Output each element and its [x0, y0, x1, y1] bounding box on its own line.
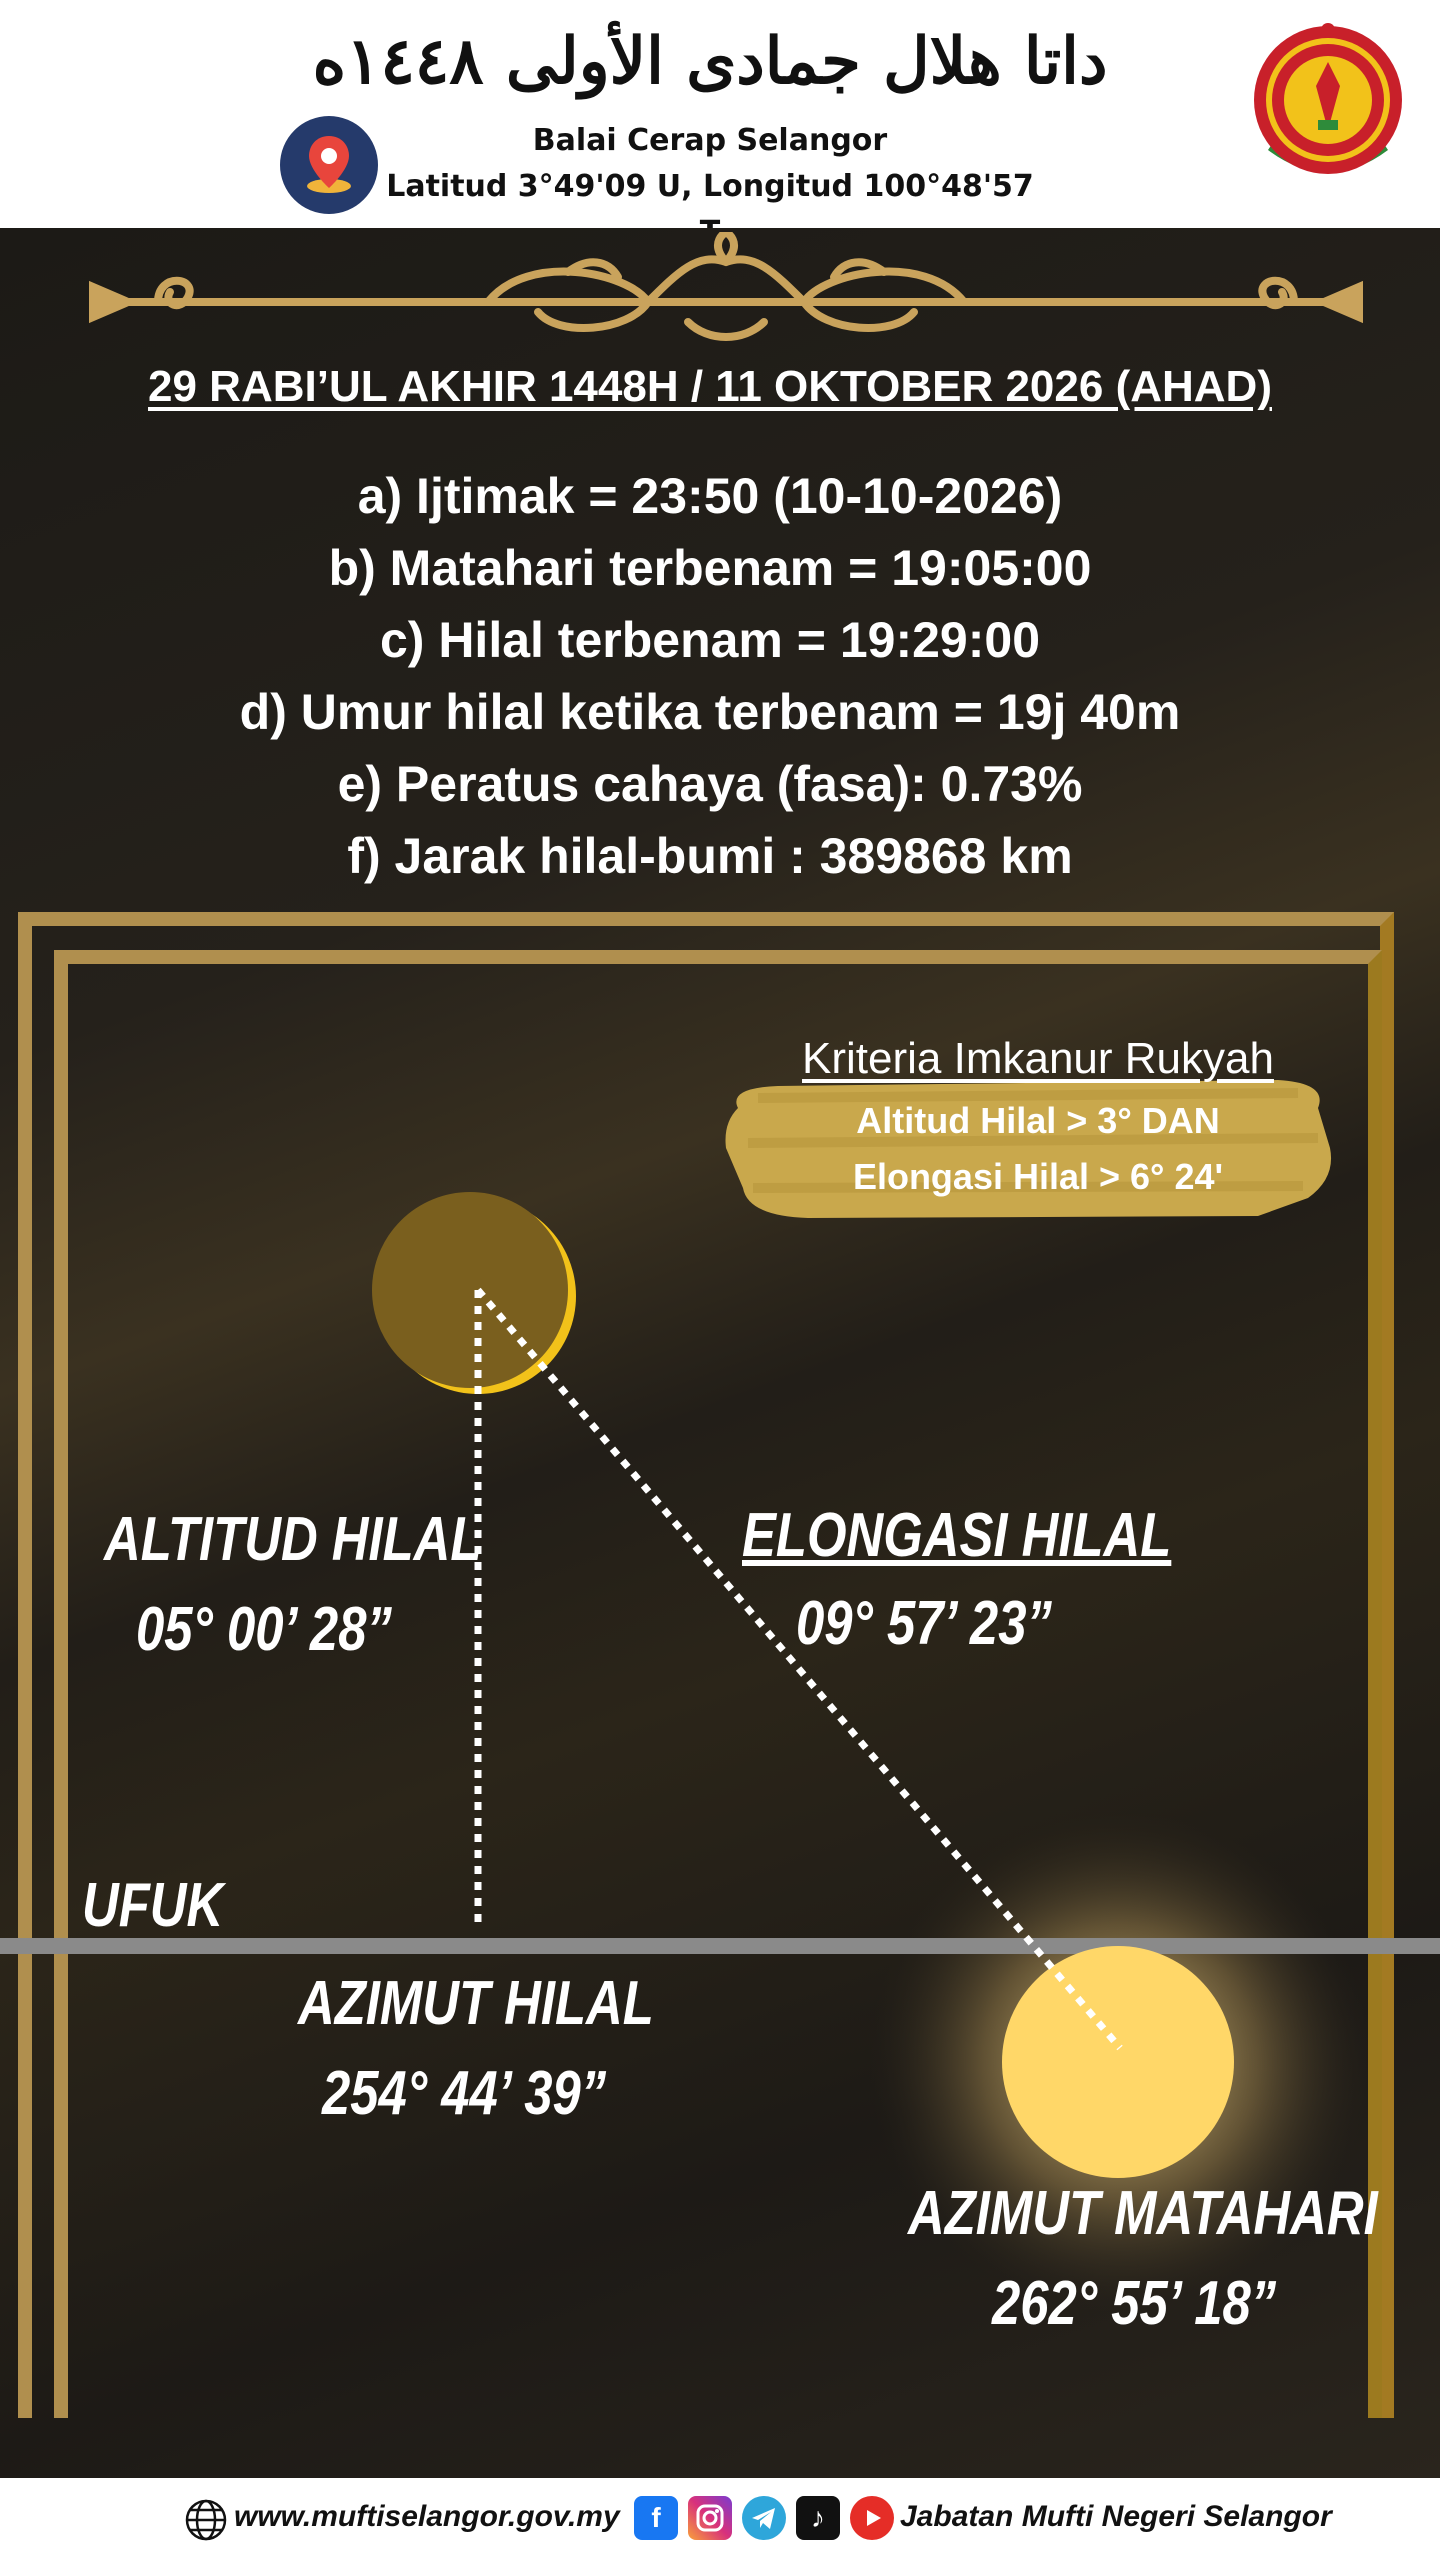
instagram-icon[interactable]	[688, 2496, 732, 2540]
header	[0, 0, 1440, 228]
website-link[interactable]: www.muftiselangor.gov.my	[234, 2500, 620, 2533]
sun-azimuth-title: AZIMUT MATAHARI	[908, 2179, 1378, 2248]
info-ijtimak: a) Ijtimak = 23:50 (10-10-2026)	[357, 468, 1063, 524]
observatory-name: Balai Cerap Selangor	[532, 123, 888, 158]
moon-azimuth-title: AZIMUT HILAL	[298, 1969, 654, 2038]
date-heading: 29 RABI’UL AKHIR 1448H / 11 OKTOBER 2026 (AHAD)	[148, 362, 1272, 411]
emblem-logo	[1248, 20, 1408, 190]
organization-name: Jabatan Mufti Negeri Selangor	[900, 2500, 1332, 2533]
info-distance: f) Jarak hilal-bumi : 389868 km	[347, 828, 1073, 884]
elongation-title: ELONGASI HILAL	[742, 1501, 1172, 1570]
telegram-icon[interactable]	[742, 2496, 786, 2540]
criteria-elongation: Elongasi Hilal > 6° 24'	[852, 1156, 1224, 1197]
criteria-altitude: Altitud Hilal > 3° DAN	[856, 1100, 1220, 1141]
arabic-title: داتا هلال جمادى الأولى ١٤٤٨ه	[312, 24, 1108, 99]
horizon-label: UFUK	[82, 1871, 224, 1940]
hilal-diagram	[0, 228, 1440, 2478]
facebook-icon[interactable]: f	[634, 2496, 678, 2540]
location-pin-icon	[280, 116, 378, 214]
altitude-title: ALTITUD HILAL	[104, 1505, 482, 1574]
info-illumination: e) Peratus cahaya (fasa): 0.73%	[337, 756, 1083, 812]
globe-icon	[184, 2498, 228, 2542]
info-moonset: c) Hilal terbenam = 19:29:00	[379, 612, 1041, 668]
coordinates: Latitud 3°49'09 U, Longitud 100°48'57	[386, 169, 1034, 204]
youtube-icon[interactable]	[850, 2496, 894, 2540]
elongation-value: 09° 57’ 23”	[796, 1589, 1052, 1658]
criteria-title: Kriteria Imkanur Rukyah	[802, 1034, 1274, 1083]
sun	[1002, 1946, 1234, 2178]
moon-disc	[372, 1192, 568, 1388]
sun-azimuth-value: 262° 55’ 18”	[992, 2269, 1277, 2338]
moon-azimuth-value: 254° 44’ 39”	[322, 2059, 607, 2128]
footer	[0, 2478, 1440, 2560]
info-moon-age: d) Umur hilal ketika terbenam = 19j 40m	[239, 684, 1181, 740]
tiktok-icon[interactable]: ♪	[796, 2496, 840, 2540]
altitude-value: 05° 00’ 28”	[136, 1595, 392, 1664]
info-sunset: b) Matahari terbenam = 19:05:00	[328, 540, 1092, 596]
